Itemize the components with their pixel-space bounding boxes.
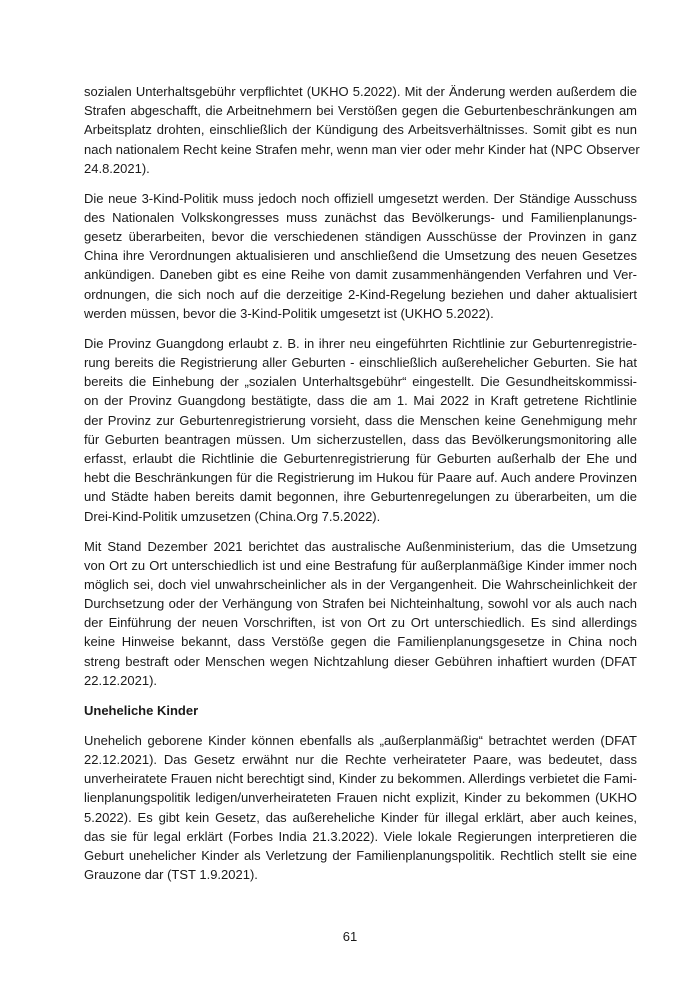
text-line: streng bestraft oder Menschen wegen Nichtzahlung dieser Gebühren inhaftiert wurden (DFAT [84, 653, 637, 669]
text-line: Mit Stand Dezember 2021 berichtet das australische Außenministerium, das die Umsetzung [84, 538, 637, 554]
page-number: 61 [342, 929, 358, 944]
document-body [84, 82, 640, 895]
text-line: Drei-Kind-Politik umzusetzen (China.Org 7.5.2022). [84, 508, 381, 524]
text-line: on der Provinz Guangdong bestätigte, dass die am 1. Mai 2022 in Kraft getretene Richtlinie [84, 393, 637, 409]
text-line: Arbeitsplatz drohten, einschließlich der Kündigung des Arbeitsverhältnisses. Somit gibt es nun [84, 122, 637, 138]
text-line: das sie für legal erklärt (Forbes India 21.3.2022). Viele lokale Regierungen interpretieren die [84, 828, 637, 844]
paragraph [84, 731, 637, 885]
text-line: und Städte haben bereits damit begonnen, ihre Geburtenregelungen zu überarbeiten, um die [84, 489, 637, 505]
text-line: erfasst, erlaubt die Richtlinie die Geburtenregistrierung für Geburten außerhalb der Ehe und [84, 450, 637, 466]
text-line: Geburt unehelicher Kinder als Verletzung der Familienplanungspolitik. Rechtlich stellt sie eine [84, 847, 637, 863]
text-line: rung bereits die Registrierung aller Geburten - einschließlich außerehelicher Geburten. Sie hat [84, 355, 637, 371]
text-line: 22.12.2021). Das Gesetz erwähnt nur die Rechte verheirateter Paare, was bedeutet, dass [84, 752, 637, 767]
paragraph [84, 189, 637, 323]
text-line: keine Hinweise bekannt, dass Verstöße gegen die Familienplanungsgesetze in China noch [84, 634, 637, 650]
text-line: ankündigen. Daneben gibt es eine Reihe von damit zusammenhängenden Verfahren und Ver- [84, 267, 637, 283]
text-line: Unehelich geborene Kinder können ebenfalls als „außerplanmäßig“ betrachtet werden (DFAT [84, 732, 637, 748]
text-line: der Einführung der neuen Vorschriften, ist von Ort zu Ort unterschiedlich. Es sind allerdings [84, 615, 637, 631]
text-line: bereits die Einhebung der „sozialen Unterhaltsgebühr“ eingestellt. Die Gesundheitskommissi- [84, 374, 637, 390]
text-line: werden müssen, bevor die 3-Kind-Politik umgesetzt ist (UKHO 5.2022). [84, 305, 494, 321]
text-line: unverheiratete Frauen nicht berechtigt sind, Kinder zu bekommen. Allerdings verbietet die Fami- [84, 771, 637, 787]
paragraph [84, 537, 637, 691]
text-line: Die Provinz Guangdong erlaubt z. B. in ihrer neu eingeführten Richtlinie zur Geburtenregistrie- [84, 335, 637, 351]
text-line: gesetz überarbeiten, bevor die verschiedenen ständigen Ausschüsse der Provinzen in ganz [84, 229, 637, 245]
text-line: hebt die Beschränkungen für die Registrierung im Hukou für Paare auf. Auch andere Provinzen [84, 470, 637, 486]
text-line: des Nationalen Volkskongresses muss zunächst das Bevölkerungs- und Familienplanungs- [84, 209, 637, 225]
text-line: 22.12.2021). [84, 672, 158, 688]
text-line: Strafen abgeschafft, die Arbeitnehmern bei Verstößen gegen die Geburtenbeschränkungen am [84, 103, 637, 119]
text-line: sozialen Unterhaltsgebühr verpflichtet (UKHO 5.2022). Mit der Änderung werden außerdem die [84, 84, 637, 99]
text-line: Die neue 3-Kind-Politik muss jedoch noch offiziell umgesetzt werden. Der Ständige Ausschuss [84, 190, 637, 206]
paragraph [84, 82, 640, 178]
text-line: ordnungen, die sich noch auf die derzeitige 2-Kind-Regelung beziehen und daher aktualisiert [84, 286, 637, 302]
text-line: möglich sei, doch viel unwahrscheinlicher als in der Vergangenheit. Die Wahrscheinlichkeit der [84, 576, 637, 592]
text-line: für Geburten beantragen müssen. Um sicherzustellen, dass das Bevölkerungsmonitoring alle [84, 431, 637, 447]
text-line: von Ort zu Ort unterschiedlich ist und eine Bestrafung für außerplanmäßige Kinder immer noch [84, 557, 637, 573]
text-line: der Provinz zur Geburtenregistrierung vorsieht, dass die Menschen keine Genehmigung mehr [84, 412, 637, 428]
text-line: 5.2022). Es gibt kein Gesetz, das außereheliche Kinder für illegal erklärt, aber auch keines, [84, 809, 637, 825]
text-line: Durchsetzung oder der Verhängung von Strafen bei Nichteinhaltung, sowohl vor als auch nach [84, 596, 637, 612]
text-line: lienplanungspolitik ledigen/unverheirateten Frauen nicht explizit, Kinder zu bekommen (UKHO [84, 790, 637, 806]
text-line: 24.8.2021). [84, 160, 150, 176]
paragraph [84, 334, 637, 526]
text-line: China ihre Verordnungen aktualisieren und anschließend die Umsetzung des neuen Gesetzes [84, 248, 637, 264]
section-heading: Uneheliche Kinder [84, 702, 199, 718]
text-line: nach nationalem Recht keine Strafen mehr, wenn man vier oder mehr Kinder hat (NPC Observer [84, 141, 640, 157]
text-line: Grauzone dar (TST 1.9.2021). [84, 867, 258, 883]
